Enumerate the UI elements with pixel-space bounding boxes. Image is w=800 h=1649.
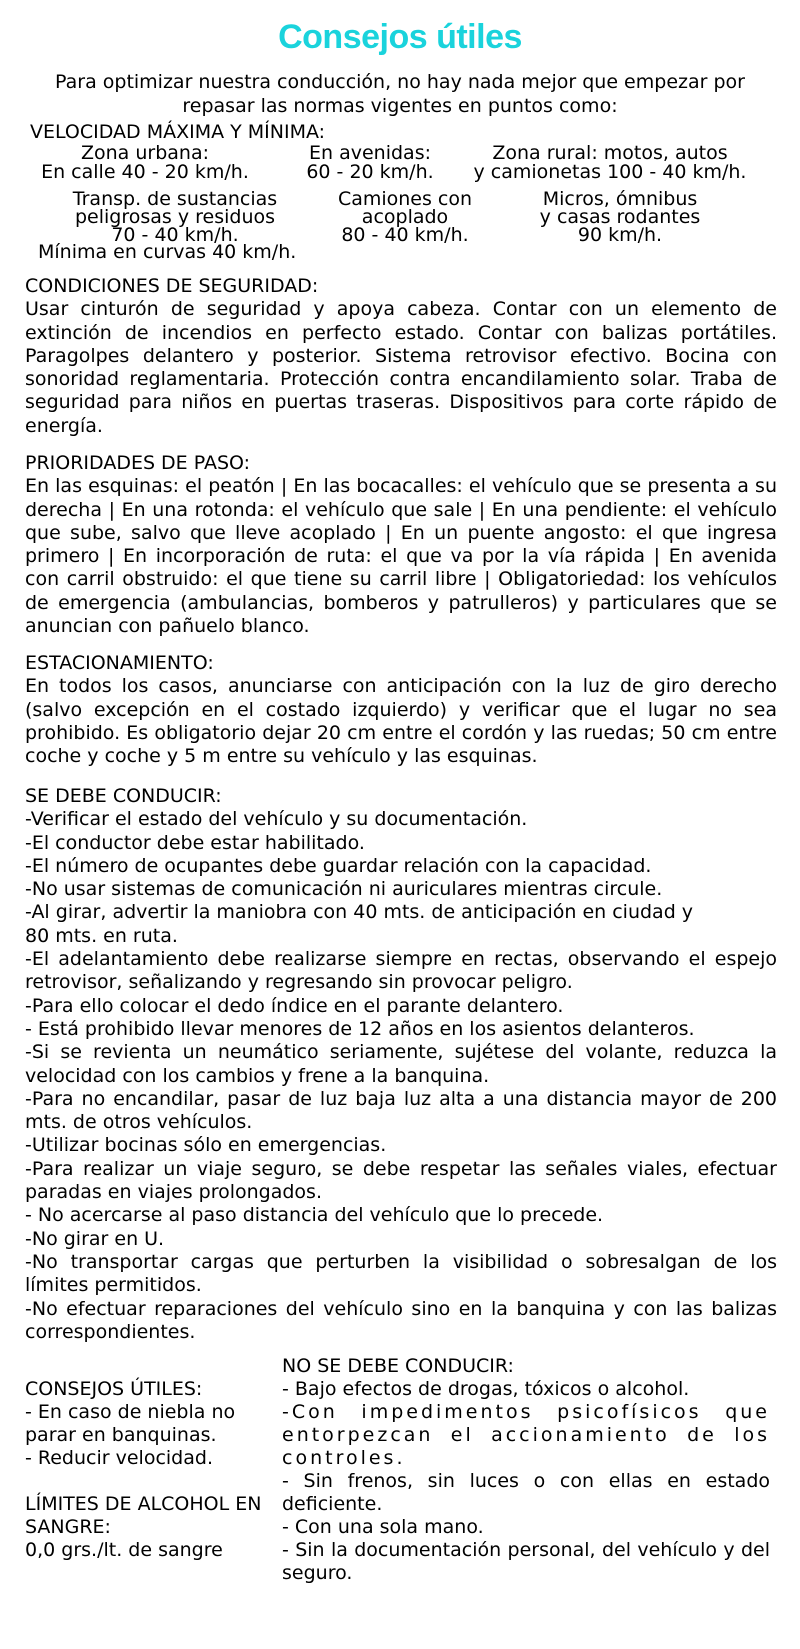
camiones-value: 80 - 40 km/h. [341,224,469,246]
estacionamiento-section [25,652,777,768]
prioridades-body: En las esquinas: el peatón | En las bocacalles: el vehículo que se presenta a su derecha | En una rotonda: el vehículo que sale | En una pendiente: el vehículo que sube, salvo que lleve acoplado | En un puente angosto: el que ingresa primero | En incorporación de ruta: el que va por la vía rápida | En avenida con carril obstruido: el que tiene su carril libre | Obligatoriedad: los vehículos de emergencia (ambulancias, bomberos y patrulleros) y particulares que se anuncian con pañuelo blanco. [25,475,777,638]
camiones-block [310,190,500,244]
transp-sustancias-block [55,190,295,244]
transp-label-2: peligrosas y residuos [74,206,276,228]
intro-text: Para optimizar nuestra conducción, no hay nada mejor que empezar por repasar las normas vigentes en puntos como: [55,71,745,117]
list-item: -Para realizar un viaje seguro, se debe respetar las señales viales, efectuar paradas en viajes prolongados. [25,1157,777,1204]
zona-urbana-block [30,144,260,182]
no-debe-item: - Sin frenos, sin luces o con ellas en estado deficiente. [282,1470,770,1515]
list-item: -Para ello colocar el dedo índice en el parante delantero. [25,994,564,1017]
list-item: -Utilizar bocinas sólo en emergencias. [25,1134,387,1157]
consejos-section [25,1378,265,1562]
consejos-item: - En caso de niebla no parar en banquinas. [25,1401,236,1446]
micros-label-2: y casas rodantes [539,206,701,228]
transp-value: 70 - 40 km/h. [111,224,239,246]
zona-urbana-label: Zona urbana: [80,142,209,164]
prioridades-heading: PRIORIDADES DE PASO: [25,452,251,474]
prioridades-section [25,452,777,638]
se-debe-section [25,785,777,1344]
estacionamiento-body: En todos los casos, anunciarse con anticipación con la luz de giro derecho (salvo excepción en el costado izquierdo) y verificar que el lugar no sea prohibido. Es obligatorio dejar 20 cm entre el cordón y las ruedas; 50 cm entre coche y coche y 5 m entre su vehículo y las esquinas. [25,675,777,768]
estacionamiento-heading: ESTACIONAMIENTO: [25,652,214,674]
list-item: -Al girar, advertir la maniobra con 40 mts. de anticipación en ciudad y 80 mts. en ruta. [25,901,694,947]
avenidas-value: 60 - 20 km/h. [306,161,434,183]
no-debe-heading: NO SE DEBE CONDUCIR: [282,1355,514,1377]
zona-urbana-value: En calle 40 - 20 km/h. [41,161,249,183]
se-debe-heading: SE DEBE CONDUCIR: [25,785,222,807]
micros-value: 90 km/h. [577,224,663,246]
seguridad-section [25,275,777,438]
list-item: -No efectuar reparaciones del vehículo sino en la banquina y con las balizas correspondientes. [25,1297,777,1343]
camiones-label-2: acoplado [361,206,449,228]
seguridad-body: Usar cinturón de seguridad y apoya cabeza. Contar con un elemento de extinción de incendios en perfecto estado. Contar con balizas portátiles. Paragolpes delantero y posterior. Sistema retrovisor efectivo. Bocina con sonoridad reglamentaria. Protección contra encandilamiento solar. Traba de seguridad para niños en puertas traseras. Dispositivos para corte rápido de energía. [25,298,777,437]
list-item: -No usar sistemas de comunicación ni auriculares mientras circule. [25,878,663,901]
no-debe-item: - Bajo efectos de drogas, tóxicos o alcohol. [282,1378,690,1400]
avenidas-label: En avenidas: [309,142,431,164]
list-item: - Está prohibido llevar menores de 12 años en los asientos delanteros. [25,1017,695,1040]
camiones-label-1: Camiones con [337,188,473,210]
seguridad-heading: CONDICIONES DE SEGURIDAD: [25,275,319,297]
list-item: -El conductor debe estar habilitado. [25,831,365,854]
micros-label-1: Micros, ómnibus [542,188,698,210]
no-debe-section [282,1355,770,1585]
zona-rural-block [460,144,760,182]
no-debe-item: -Con impedimentos psicofísicos que entorpezcan el accionamiento de los controles. [282,1401,770,1469]
micros-block [500,190,740,244]
consejos-item: - Reducir velocidad. [25,1447,213,1469]
alcohol-heading: LÍMITES DE ALCOHOL EN SANGRE: [25,1493,262,1539]
consejos-heading: CONSEJOS ÚTILES: [25,1378,203,1400]
transp-label-1: Transp. de sustancias [72,188,278,210]
avenidas-block [280,144,460,182]
list-item: -Verificar el estado del vehículo y su documentación. [25,808,528,831]
list-item: - No acercarse al paso distancia del vehículo que lo precede. [25,1204,604,1227]
minima-curvas: Mínima en curvas 40 km/h. [38,241,297,263]
alcohol-value: 0,0 grs./lt. de sangre [25,1539,223,1562]
velocidad-heading: VELOCIDAD MÁXIMA Y MÍNIMA: [30,121,326,143]
no-debe-item: - Con una sola mano. [282,1516,484,1538]
list-item: -Para no encandilar, pasar de luz baja luz alta a una distancia mayor de 200 mts. de otros vehículos. [25,1087,777,1134]
no-debe-item: - Sin la documentación personal, del vehículo y del seguro. [282,1539,770,1584]
zona-rural-label: Zona rural: motos, autos [492,142,728,164]
list-item: -El adelantamiento debe realizarse siempre en rectas, observando el espejo retrovisor, señalizando y regresando sin provocar peligro. [25,948,777,994]
page-title: Consejos útiles [278,18,522,56]
list-item: -Si se revienta un neumático seriamente, sujétese del volante, reduzca la velocidad con los cambios y frene a la banquina. [25,1041,777,1087]
zona-rural-value: y camionetas 100 - 40 km/h. [473,161,747,183]
list-item: -El número de ocupantes debe guardar relación con la capacidad. [25,854,652,877]
list-item: -No transportar cargas que perturben la visibilidad o sobresalgan de los límites permitidos. [25,1250,777,1297]
list-item: -No girar en U. [25,1227,165,1250]
